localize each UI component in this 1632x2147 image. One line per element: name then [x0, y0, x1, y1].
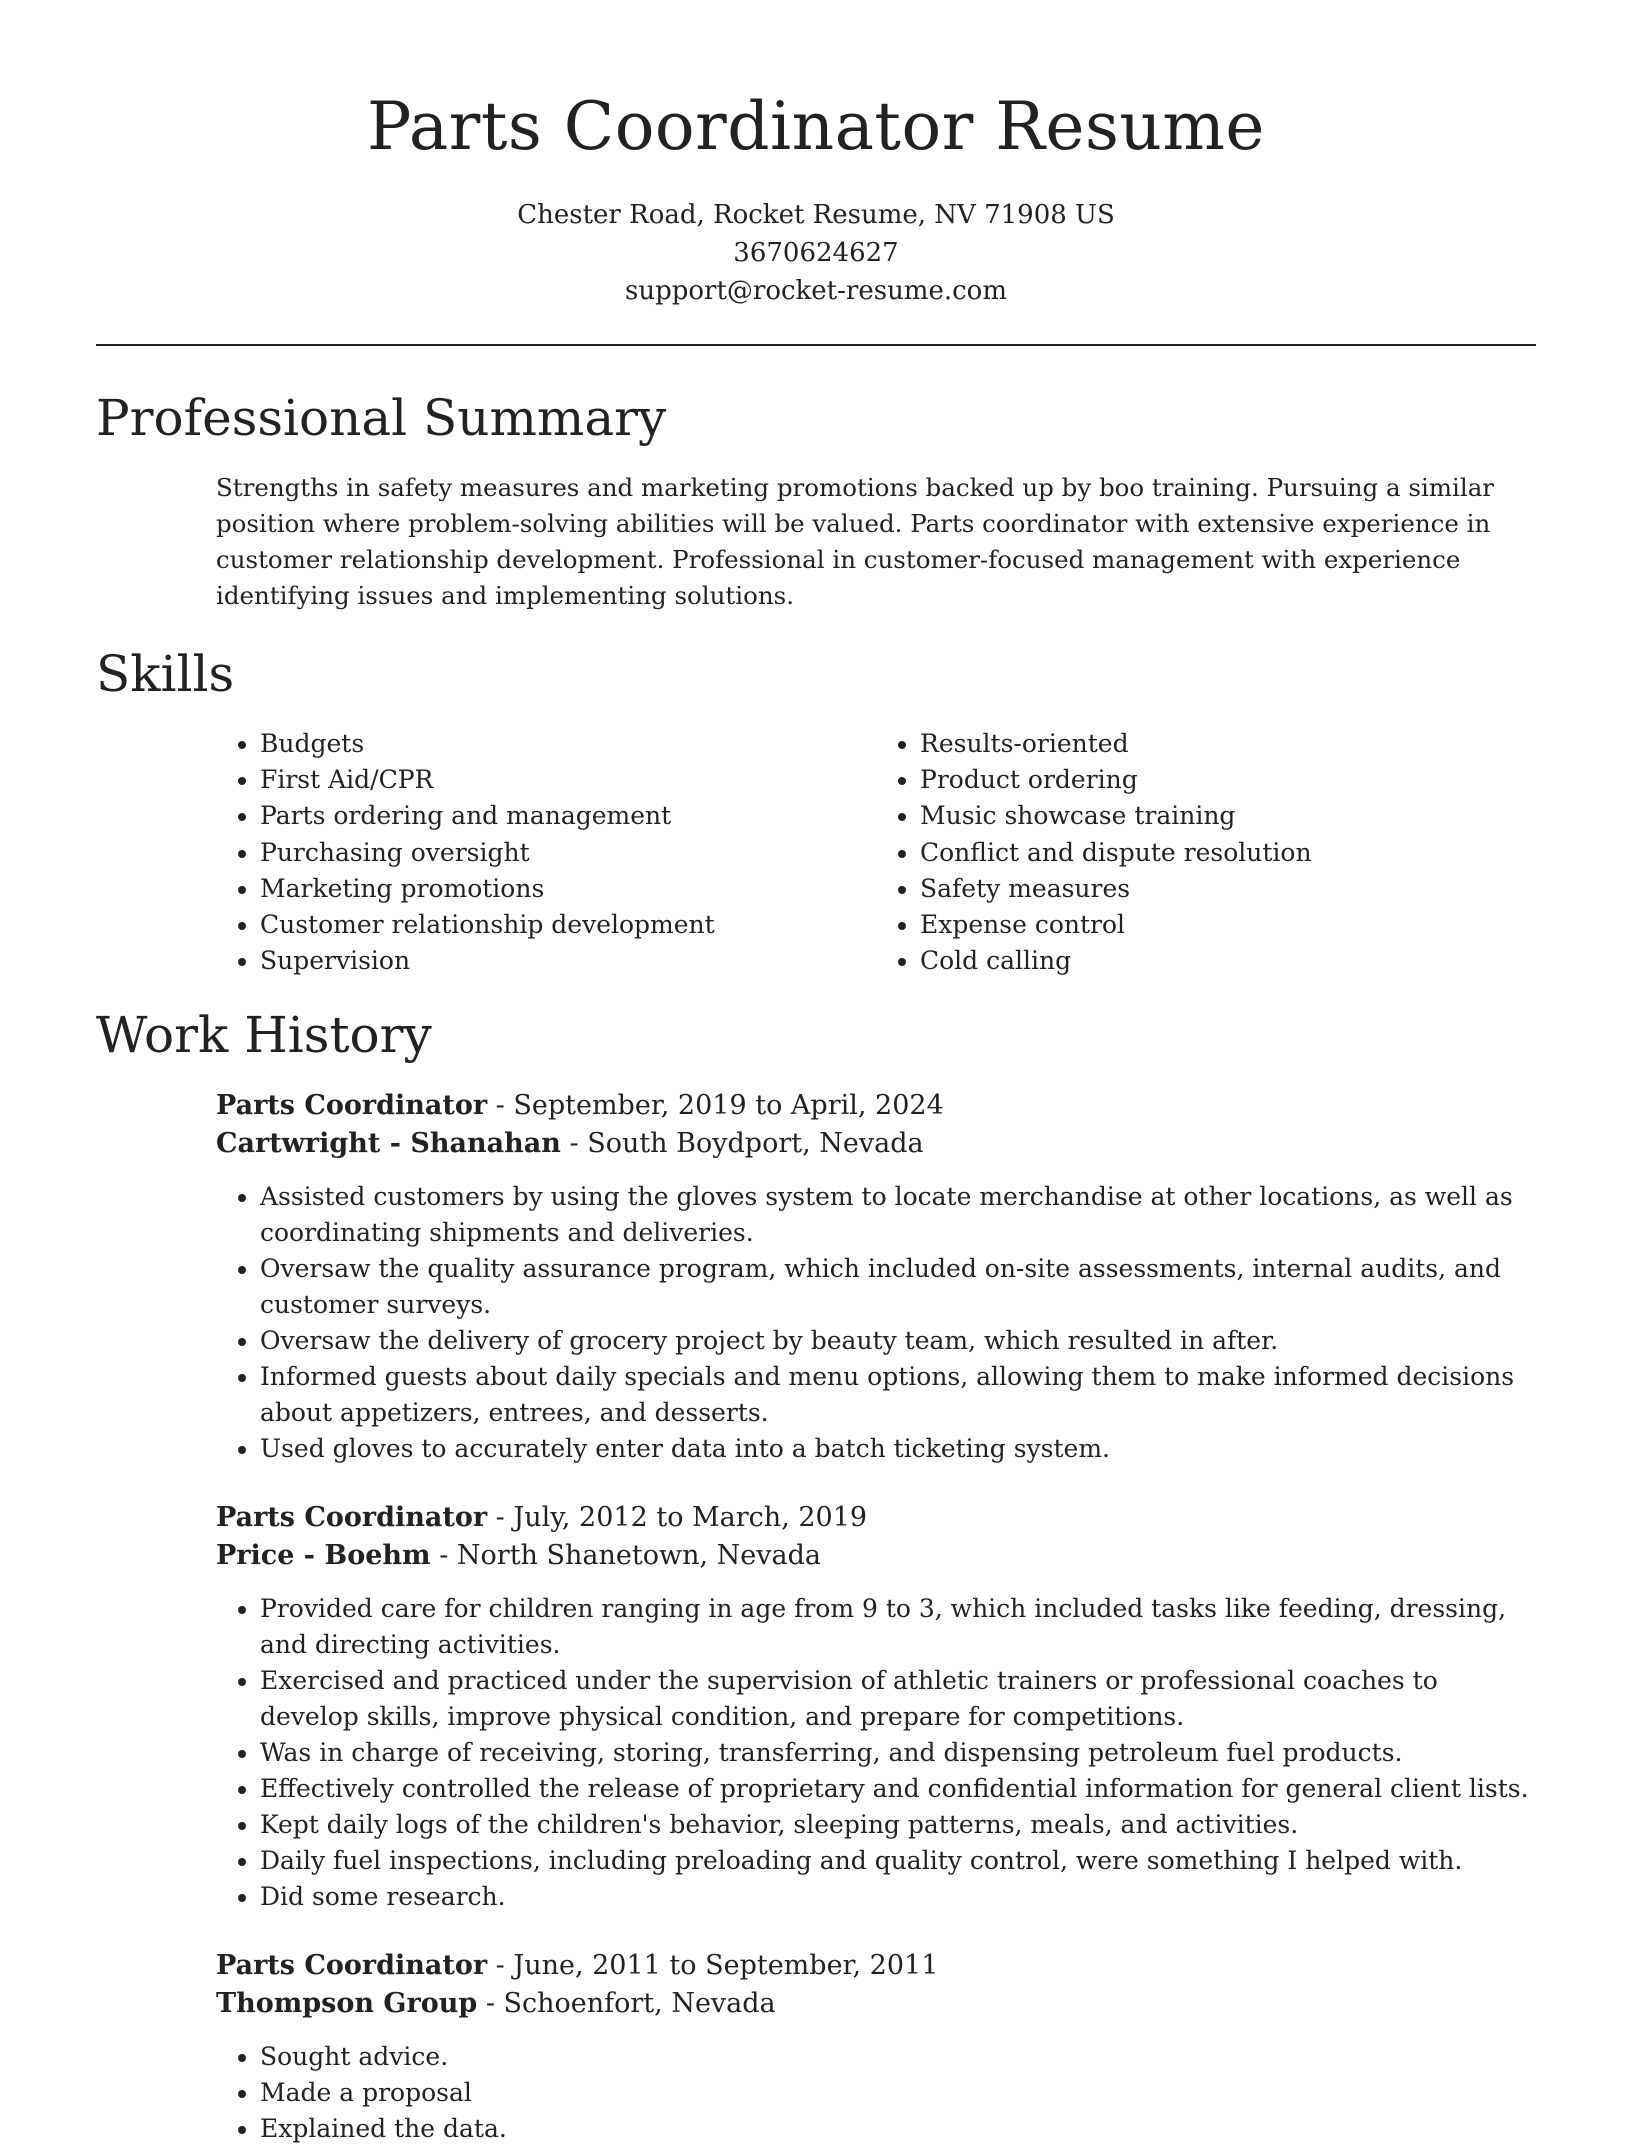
skill-item: • Cold calling [920, 943, 1536, 979]
contact-email: support@rocket-resume.com [624, 276, 1007, 306]
job-duty: • Explained the data. [260, 2111, 1536, 2147]
summary-heading: Professional Summary [96, 389, 667, 447]
job-duty: • Assisted customers by using the gloves system to locate merchandise at other locations, as well as coordinating shipments and deliveries. [260, 1179, 1536, 1251]
skill-item: • Music showcase training [920, 798, 1536, 834]
job-title: Parts Coordinator [216, 1502, 488, 1534]
contact-block [96, 196, 1536, 310]
skills-column-right [876, 726, 1536, 979]
job-duty: • Did some research. [260, 1879, 1536, 1915]
job-location: - South Boydport, Nevada [560, 1128, 924, 1160]
job-title-line [216, 1087, 1536, 1125]
job-entry [96, 1499, 1536, 1915]
job-company-line [216, 1985, 1536, 2023]
job-duty: • Was in charge of receiving, storing, transferring, and dispensing petroleum fuel products. [260, 1735, 1536, 1771]
job-duty: • Oversaw the quality assurance program, which included on-site assessments, internal audits, and customer surveys. [260, 1251, 1536, 1323]
work-history-heading: Work History [96, 1006, 432, 1065]
resume-title: Parts Coordinator Resume [366, 88, 1265, 165]
job-title: Parts Coordinator [216, 1090, 488, 1122]
job-duties [216, 1179, 1536, 1467]
resume-header [96, 0, 1536, 310]
job-duty: • Informed guests about daily specials and menu options, allowing them to make informed decisions about appetizers, entrees, and desserts. [260, 1359, 1536, 1431]
job-company: Cartwright - Shanahan [216, 1128, 561, 1160]
job-company: Price - Boehm [216, 1540, 431, 1572]
job-company: Thompson Group [216, 1988, 478, 2020]
job-duty: • Made a proposal [260, 2075, 1536, 2111]
job-location: - North Shanetown, Nevada [430, 1540, 821, 1572]
job-duty: • Kept daily logs of the children's behavior, sleeping patterns, meals, and activities. [260, 1807, 1536, 1843]
job-dates: - June, 2011 to September, 2011 [487, 1950, 939, 1982]
contact-phone: 3670624627 [733, 238, 899, 268]
job-duty: • Exercised and practiced under the supervision of athletic trainers or professional coaches to develop skills, improve physical condition, and prepare for competitions. [260, 1663, 1536, 1735]
summary-text: Strengths in safety measures and marketing promotions backed up by boo training. Pursuing a similar position where problem-solving abilities will be valued. Parts coordinator with extensive experience in customer relationship development. Professional in customer-focused management with experience identifying issues and implementing solutions. [216, 473, 1495, 610]
skill-item: • Marketing promotions [260, 871, 876, 907]
job-entry [96, 1087, 1536, 1467]
job-dates: - September, 2019 to April, 2024 [487, 1090, 944, 1122]
job-duty: • Used gloves to accurately enter data into a batch ticketing system. [260, 1431, 1536, 1467]
job-duty: • Oversaw the delivery of grocery project by beauty team, which resulted in after. [260, 1323, 1536, 1359]
job-duty: • Effectively controlled the release of proprietary and confidential information for general client lists. [260, 1771, 1536, 1807]
skill-item: • Parts ordering and management [260, 798, 876, 834]
skill-item: • First Aid/CPR [260, 762, 876, 798]
skills-list [96, 726, 1536, 979]
skill-item: • Conflict and dispute resolution [920, 835, 1536, 871]
job-duties [216, 1591, 1536, 1915]
job-duty: • Provided care for children ranging in age from 9 to 3, which included tasks like feeding, dressing, and directing activities. [260, 1591, 1536, 1663]
job-dates: - July, 2012 to March, 2019 [487, 1502, 868, 1534]
job-company-line [216, 1125, 1536, 1163]
job-duty: • Daily fuel inspections, including preloading and quality control, were something I helped with. [260, 1843, 1536, 1879]
job-duty: • Sought advice. [260, 2039, 1536, 2075]
job-entry [96, 1947, 1536, 2147]
skill-item: • Results-oriented [920, 726, 1536, 762]
header-divider [96, 344, 1536, 346]
job-title: Parts Coordinator [216, 1950, 488, 1982]
skill-item: • Supervision [260, 943, 876, 979]
skill-item: • Product ordering [920, 762, 1536, 798]
skill-item: • Customer relationship development [260, 907, 876, 943]
contact-address: Chester Road, Rocket Resume, NV 71908 US [517, 200, 1115, 230]
skill-item: • Budgets [260, 726, 876, 762]
job-location: - Schoenfort, Nevada [477, 1988, 776, 2020]
skill-item: • Safety measures [920, 871, 1536, 907]
skills-heading: Skills [96, 645, 235, 703]
skill-item: • Expense control [920, 907, 1536, 943]
skills-column-left [216, 726, 876, 979]
job-company-line [216, 1537, 1536, 1575]
job-title-line [216, 1499, 1536, 1537]
job-duties [216, 2039, 1536, 2147]
job-title-line [216, 1947, 1536, 1985]
skill-item: • Purchasing oversight [260, 835, 876, 871]
